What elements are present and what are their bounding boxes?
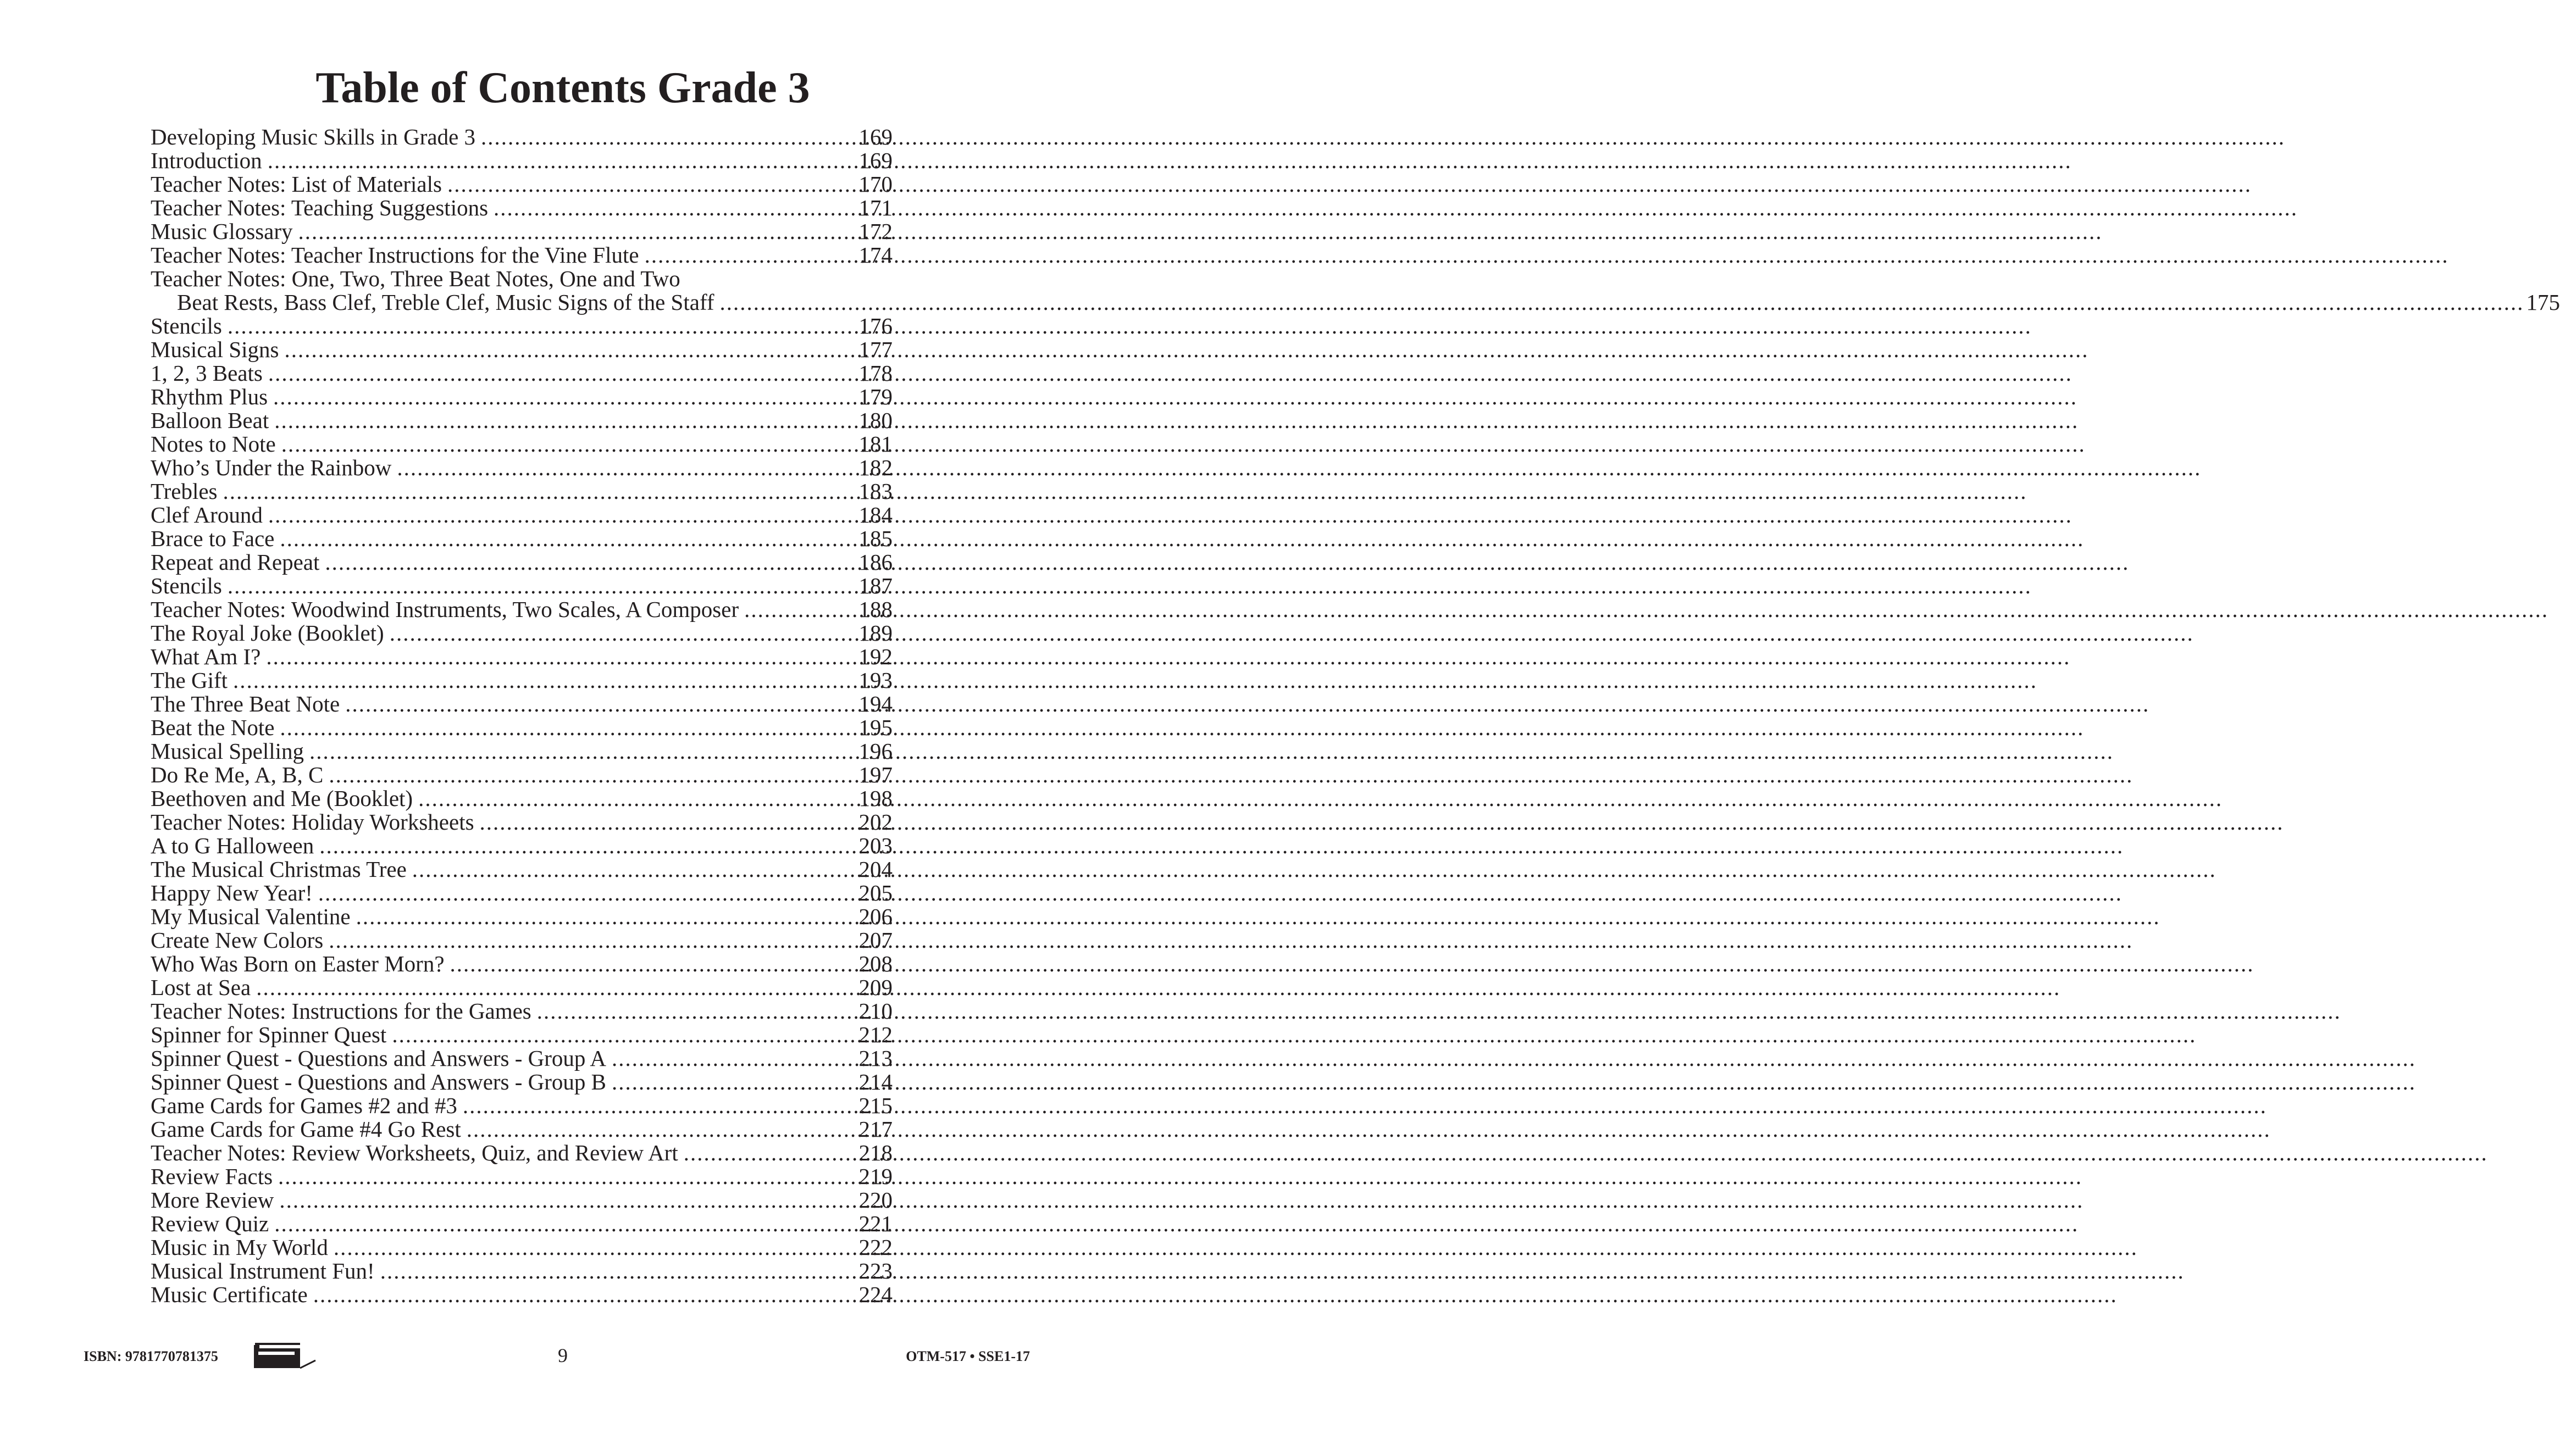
toc-entry-title: Teacher Notes: Holiday Worksheets <box>151 809 474 835</box>
dot-leader <box>345 692 856 716</box>
dot-leader <box>397 456 856 480</box>
toc-entry-title: Developing Music Skills in Grade 3 <box>151 124 476 149</box>
dot-leader <box>329 929 856 952</box>
dot-leader <box>309 740 856 763</box>
dot-leader <box>268 149 857 173</box>
toc-entry <box>151 929 893 952</box>
dot-leader <box>684 1141 857 1165</box>
toc-page-number: 219 <box>858 1164 893 1189</box>
toc-page-number: 186 <box>858 549 893 575</box>
dot-leader <box>280 527 856 551</box>
dot-leader <box>412 858 857 881</box>
toc-entry-title: Teacher Notes: Teaching Suggestions <box>151 195 489 220</box>
toc-entry-title: The Royal Joke (Booklet) <box>151 620 384 646</box>
toc-page-number: 185 <box>858 526 893 551</box>
toc-entry <box>151 385 893 409</box>
toc-page-number: 214 <box>858 1069 893 1094</box>
toc-page-number: 177 <box>858 337 893 362</box>
toc-page-number: 212 <box>858 1022 893 1047</box>
toc-entry <box>151 1283 893 1307</box>
toc-entry <box>151 598 893 621</box>
toc-page-number: 174 <box>858 242 893 268</box>
toc-entry-title: Teacher Notes: Instructions for the Games <box>151 998 531 1024</box>
toc-page-number: 178 <box>858 360 893 386</box>
toc-entry <box>151 716 893 740</box>
toc-entry-title: Balloon Beat <box>151 408 269 433</box>
toc-page-number: 213 <box>858 1046 893 1071</box>
dot-leader <box>356 905 857 929</box>
dot-leader <box>392 1023 856 1047</box>
toc-entry <box>151 196 893 220</box>
toc-entry <box>151 480 893 503</box>
toc-entry <box>151 881 893 905</box>
toc-entry <box>151 810 893 834</box>
toc-page-number: 215 <box>858 1093 893 1118</box>
toc-entry-title: 1, 2, 3 Beats <box>151 360 263 386</box>
toc-entry-title: Spinner for Spinner Quest <box>151 1022 387 1047</box>
toc-entry-title: Trebles <box>151 479 218 504</box>
toc-entry-title: What Am I? <box>151 644 261 669</box>
toc-page-number: 169 <box>858 124 893 149</box>
dot-leader <box>280 716 856 740</box>
dot-leader <box>720 291 2524 314</box>
toc-page-number: 187 <box>858 573 893 598</box>
toc-entry-title: Teacher Notes: Woodwind Instruments, Two Scales, A Composer <box>151 597 739 622</box>
toc-entry <box>151 551 893 574</box>
toc-entry <box>151 574 893 598</box>
toc-entry <box>151 858 893 881</box>
toc-entry-title: Stencils <box>151 573 222 598</box>
dot-leader <box>223 480 857 503</box>
toc-entry <box>151 834 893 858</box>
toc-entry-title: Spinner Quest - Questions and Answers - Group A <box>151 1046 607 1071</box>
toc-entry <box>151 409 893 432</box>
dot-leader <box>645 243 857 267</box>
toc-entry <box>151 787 893 810</box>
dot-leader <box>318 881 857 905</box>
toc-page-number: 221 <box>858 1211 893 1236</box>
dot-leader <box>278 1165 856 1188</box>
toc-entry <box>151 740 893 763</box>
toc-entry-title: Music Certificate <box>151 1282 308 1307</box>
toc-page-number: 197 <box>858 762 893 787</box>
dot-leader <box>256 976 856 999</box>
page-title: Table of Contents Grade 3 <box>315 64 810 112</box>
toc-entry-continuation <box>151 291 2560 314</box>
toc-entry-title: Clef Around <box>151 502 263 527</box>
toc-entry-title: Game Cards for Game #4 Go Rest <box>151 1116 461 1142</box>
dot-leader <box>390 621 857 645</box>
dot-leader <box>233 669 856 692</box>
toc-page-number: 172 <box>858 219 893 244</box>
dot-leader <box>744 598 856 621</box>
toc-entry-title: A to G Halloween <box>151 833 314 858</box>
toc-entry-title: Beat the Note <box>151 715 275 740</box>
dot-leader <box>228 314 857 338</box>
dot-leader <box>313 1283 857 1307</box>
toc-entry-title: Teacher Notes: Review Worksheets, Quiz, and Review Art <box>151 1140 678 1165</box>
toc-page-number: 193 <box>858 668 893 693</box>
toc-page-number: 204 <box>858 857 893 882</box>
toc-entry <box>151 952 893 976</box>
dot-leader <box>481 125 856 149</box>
toc-page-number: 175 <box>2526 290 2560 315</box>
toc-entry <box>151 999 893 1023</box>
dot-leader <box>228 574 857 598</box>
toc-entry <box>151 1118 893 1141</box>
toc-page-number: 171 <box>858 195 893 220</box>
toc-page-number: 206 <box>858 904 893 929</box>
toc-entry-title: Teacher Notes: Teacher Instructions for the Vine Flute <box>151 242 639 268</box>
toc-page-number: 202 <box>858 809 893 835</box>
toc-entry-title: Review Facts <box>151 1164 273 1189</box>
toc-entry <box>151 645 893 669</box>
toc-entry-title: Brace to Face <box>151 526 275 551</box>
toc-page-number: 205 <box>858 880 893 905</box>
toc-entry-title: Musical Signs <box>151 337 279 362</box>
toc-entry-title: Musical Spelling <box>151 738 304 764</box>
product-code: OTM-517 • SSE1-17 <box>906 1348 1030 1364</box>
dot-leader <box>273 385 856 409</box>
toc-entry <box>151 314 893 338</box>
toc-entry <box>151 1141 893 1165</box>
dot-leader <box>467 1118 857 1141</box>
toc-entry-title: The Three Beat Note <box>151 691 340 716</box>
dot-leader <box>494 196 856 220</box>
toc-entry <box>151 1047 893 1070</box>
dot-leader <box>537 999 857 1023</box>
toc-entry <box>151 1070 893 1094</box>
toc-page-number: 218 <box>858 1140 893 1165</box>
toc-page-number: 183 <box>858 479 893 504</box>
dot-leader <box>274 409 856 432</box>
toc-page-number: 180 <box>858 408 893 433</box>
toc-page-number: 222 <box>858 1235 893 1260</box>
toc-entry <box>151 125 893 149</box>
toc-entry <box>151 527 893 551</box>
toc-entry-title: Spinner Quest - Questions and Answers - Group B <box>151 1069 607 1094</box>
toc-entry-title: Lost at Sea <box>151 975 251 1000</box>
toc-page-number: 203 <box>858 833 893 858</box>
toc-entry <box>151 692 893 716</box>
dot-leader <box>266 645 856 669</box>
toc-page-number: 182 <box>858 455 893 480</box>
toc-entry <box>151 503 893 527</box>
toc-entry-title: Musical Instrument Fun! <box>151 1258 375 1283</box>
toc-page-number: 179 <box>858 384 893 409</box>
dot-leader <box>319 834 856 858</box>
toc-entry <box>151 338 893 362</box>
toc-entry-title: Review Quiz <box>151 1211 269 1236</box>
toc-entry <box>151 669 893 692</box>
toc-entry-title: Stencils <box>151 313 222 338</box>
dot-leader <box>325 551 856 574</box>
toc-entry-title: Teacher Notes: List of Materials <box>151 171 442 197</box>
toc-entry <box>151 976 893 999</box>
toc-entry <box>151 362 893 385</box>
page-number: 9 <box>558 1344 568 1366</box>
toc-entry-title: The Musical Christmas Tree <box>151 857 407 882</box>
toc-entry <box>151 1094 893 1118</box>
toc-entry-title: Create New Colors <box>151 927 324 953</box>
toc-page-number: 217 <box>858 1116 893 1142</box>
toc-entry <box>151 1188 893 1212</box>
toc-entry-title: Beethoven and Me (Booklet) <box>151 786 413 811</box>
dot-leader <box>380 1259 857 1283</box>
dot-leader <box>298 220 857 243</box>
dot-leader <box>612 1070 856 1094</box>
toc-entry <box>151 173 893 196</box>
toc-entry-title: Do Re Me, A, B, C <box>151 762 324 787</box>
page-footer <box>0 1341 1126 1374</box>
toc-page-number: 170 <box>858 171 893 197</box>
dot-leader <box>480 810 857 834</box>
toc-page-number: 184 <box>858 502 893 527</box>
dot-leader <box>418 787 856 810</box>
toc-page-number: 198 <box>858 786 893 811</box>
toc-entry <box>151 905 893 929</box>
toc-entry-title: Who Was Born on Easter Morn? <box>151 951 445 976</box>
dot-leader <box>450 952 857 976</box>
toc-page-number: 209 <box>858 975 893 1000</box>
toc-entry <box>151 1259 893 1283</box>
toc-entry <box>151 149 893 173</box>
toc-page-number: 169 <box>858 148 893 173</box>
dot-leader <box>285 338 857 362</box>
toc-entry-title: Repeat and Repeat <box>151 549 320 575</box>
dot-leader <box>268 503 857 527</box>
toc-entry <box>151 432 893 456</box>
toc-page-number: 210 <box>858 998 893 1024</box>
toc-entry <box>151 1023 893 1047</box>
toc-page-number: 181 <box>858 431 893 457</box>
toc-entry <box>151 243 893 267</box>
toc-page-number: 220 <box>858 1187 893 1213</box>
dot-leader <box>274 1212 856 1236</box>
toc-entry-title: Who’s Under the Rainbow <box>151 455 392 480</box>
toc-entry-title: Teacher Notes: One, Two, Three Beat Notes, One and Two <box>151 266 680 291</box>
toc-entry <box>151 621 893 645</box>
dot-leader <box>463 1094 857 1118</box>
toc-page-number: 224 <box>858 1282 893 1307</box>
toc-entry-title: Introduction <box>151 148 262 173</box>
toc-page-number: 194 <box>858 691 893 716</box>
toc-entry <box>151 1165 893 1188</box>
toc-entry-title: Music in My World <box>151 1235 328 1260</box>
toc-page-number: 176 <box>858 313 893 338</box>
toc-entry-title: Game Cards for Games #2 and #3 <box>151 1093 457 1118</box>
toc-page-number: 192 <box>858 644 893 669</box>
toc-entry <box>151 1236 893 1259</box>
toc-entry-title: Music Glossary <box>151 219 293 244</box>
toc-entry-title: My Musical Valentine <box>151 904 351 929</box>
toc-page-number: 208 <box>858 951 893 976</box>
dot-leader <box>281 432 857 456</box>
dot-leader <box>334 1236 857 1259</box>
toc-page-number: 188 <box>858 597 893 622</box>
toc-entry <box>151 220 893 243</box>
isbn: ISBN: 9781770781375 <box>84 1348 218 1364</box>
table-of-contents <box>151 124 2560 1307</box>
toc-entry-title: The Gift <box>151 668 228 693</box>
toc-page-number: 195 <box>858 715 893 740</box>
dot-leader <box>447 173 857 196</box>
toc-entry <box>151 1212 893 1236</box>
dot-leader <box>279 1188 856 1212</box>
toc-entry-title: Happy New Year! <box>151 880 313 905</box>
dot-leader <box>268 362 857 385</box>
toc-page-number: 189 <box>858 620 893 646</box>
dot-leader <box>329 763 856 787</box>
dot-leader <box>612 1047 856 1070</box>
toc-entry-title-continued: Beat Rests, Bass Clef, Treble Clef, Music Signs of the Staff <box>177 290 714 315</box>
toc-page-number: 196 <box>858 738 893 764</box>
toc-page-number: 223 <box>858 1258 893 1283</box>
toc-entry-title: Rhythm Plus <box>151 384 268 409</box>
toc-entry <box>151 456 893 480</box>
toc-entry-title: Notes to Note <box>151 431 276 457</box>
toc-entry <box>151 763 893 787</box>
toc-page-number: 207 <box>858 927 893 953</box>
toc-entry <box>151 266 2560 315</box>
toc-entry-title: More Review <box>151 1187 274 1213</box>
